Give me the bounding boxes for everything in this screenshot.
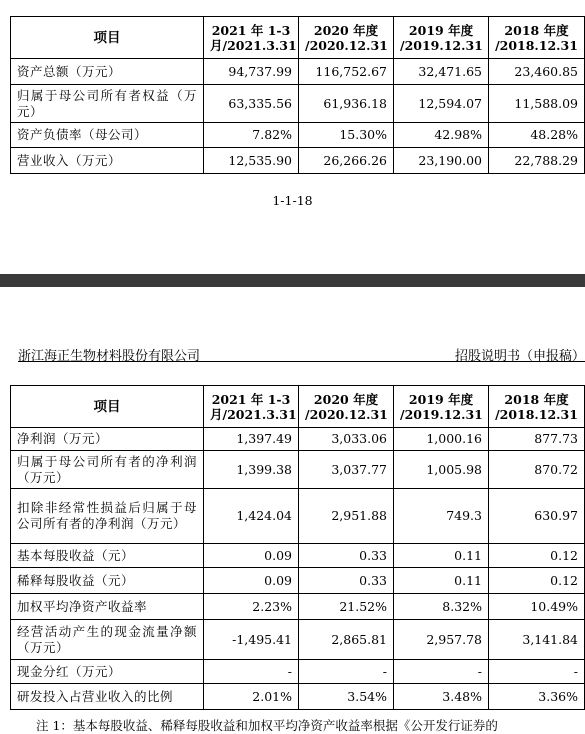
cell-value: 63,335.56: [204, 85, 299, 123]
cell-value: 0.33: [299, 544, 394, 568]
cell-value: 3,141.84: [489, 620, 585, 660]
cell-value: 0.12: [489, 544, 585, 568]
financial-table-bottom: [10, 385, 585, 710]
cell-value: 3.54%: [299, 684, 394, 710]
table-header-row: [11, 17, 585, 59]
cell-value: 2,951.88: [299, 489, 394, 544]
row-label: 归属于母公司所有者的净利润（万元）: [11, 451, 204, 489]
cell-value: 2,957.78: [394, 620, 489, 660]
row-label: 基本每股收益（元）: [11, 544, 204, 568]
row-label: 归属于母公司所有者权益（万元）: [11, 85, 204, 123]
cell-value: 1,005.98: [394, 451, 489, 489]
row-label: 现金分红（万元）: [11, 660, 204, 684]
cell-value: 877.73: [489, 428, 585, 451]
cell-value: 749.3: [394, 489, 489, 544]
cell-value: 2.01%: [204, 684, 299, 710]
table-header-row: [11, 386, 585, 428]
table-row: [11, 489, 585, 544]
cell-value: 1,424.04: [204, 489, 299, 544]
table-row: [11, 85, 585, 123]
cell-value: 32,471.65: [394, 59, 489, 85]
table-row: [11, 544, 585, 568]
cell-value: 7.82%: [204, 123, 299, 148]
cell-value: 10.49%: [489, 594, 585, 620]
header-col-2018: 2018 年度 /2018.12.31: [489, 386, 585, 428]
header-col-2021q1: 2021 年 1-3 月/2021.3.31: [204, 386, 299, 428]
cell-value: 48.28%: [489, 123, 585, 148]
cell-value: -: [204, 660, 299, 684]
row-label: 净利润（万元）: [11, 428, 204, 451]
cell-value: -: [489, 660, 585, 684]
cell-value: 26,266.26: [299, 148, 394, 174]
cell-value: 2,865.81: [299, 620, 394, 660]
cell-value: 1,399.38: [204, 451, 299, 489]
page-number: 1-1-18: [272, 193, 313, 208]
row-label: 营业收入（万元）: [11, 148, 204, 174]
cell-value: 0.11: [394, 544, 489, 568]
cell-value: 1,397.49: [204, 428, 299, 451]
header-col-2020: 2020 年度 /2020.12.31: [299, 17, 394, 59]
cell-value: 23,460.85: [489, 59, 585, 85]
header-rule: [18, 361, 585, 362]
cell-value: 870.72: [489, 451, 585, 489]
cell-value: 3.36%: [489, 684, 585, 710]
header-item: 项目: [11, 386, 204, 428]
table-row: [11, 123, 585, 148]
cell-value: -: [299, 660, 394, 684]
cell-value: -: [394, 660, 489, 684]
cell-value: 21.52%: [299, 594, 394, 620]
row-label: 稀释每股收益（元）: [11, 568, 204, 594]
row-label: 经营活动产生的现金流量净额（万元）: [11, 620, 204, 660]
document-type: 招股说明书（申报稿）: [454, 349, 585, 364]
cell-value: 1,000.16: [394, 428, 489, 451]
cell-value: 94,737.99: [204, 59, 299, 85]
row-label: 研发投入占营业收入的比例: [11, 684, 204, 710]
table-row: [11, 660, 585, 684]
header-col-2019: 2019 年度 /2019.12.31: [394, 386, 489, 428]
cell-value: 22,788.29: [489, 148, 585, 174]
previous-page: [0, 0, 585, 248]
table-row: [11, 684, 585, 710]
header-col-2019: 2019 年度 /2019.12.31: [394, 17, 489, 59]
cell-value: 0.11: [394, 568, 489, 594]
page-divider: [0, 274, 585, 287]
cell-value: 42.98%: [394, 123, 489, 148]
header-item: 项目: [11, 17, 204, 59]
cell-value: 8.32%: [394, 594, 489, 620]
cell-value: 12,594.07: [394, 85, 489, 123]
cell-value: 3.48%: [394, 684, 489, 710]
table-row: [11, 148, 585, 174]
cell-value: 3,033.06: [299, 428, 394, 451]
footnote: 注 1：基本每股收益、稀释每股收益和加权平均净资产收益率根据《公开发行证券的: [36, 718, 498, 733]
cell-value: 61,936.18: [299, 85, 394, 123]
cell-value: 0.12: [489, 568, 585, 594]
row-label: 扣除非经常性损益后归属于母公司所有者的净利润（万元）: [11, 489, 204, 544]
cell-value: 0.09: [204, 568, 299, 594]
cell-value: -1,495.41: [204, 620, 299, 660]
cell-value: 630.97: [489, 489, 585, 544]
cell-value: 23,190.00: [394, 148, 489, 174]
table-row: [11, 428, 585, 451]
company-name: 浙江海正生物材料股份有限公司: [18, 349, 201, 364]
cell-value: 116,752.67: [299, 59, 394, 85]
row-label: 资产总额（万元）: [11, 59, 204, 85]
header-col-2021q1: 2021 年 1-3 月/2021.3.31: [204, 17, 299, 59]
cell-value: 0.33: [299, 568, 394, 594]
header-col-2018: 2018 年度 /2018.12.31: [489, 17, 585, 59]
table-row: [11, 451, 585, 489]
financial-table-top: [10, 16, 585, 174]
table-row: [11, 59, 585, 85]
header-col-2020: 2020 年度 /2020.12.31: [299, 386, 394, 428]
table-row: [11, 594, 585, 620]
cell-value: 2.23%: [204, 594, 299, 620]
table-row: [11, 620, 585, 660]
cell-value: 12,535.90: [204, 148, 299, 174]
row-label: 资产负债率（母公司）: [11, 123, 204, 148]
cell-value: 3,037.77: [299, 451, 394, 489]
cell-value: 15.30%: [299, 123, 394, 148]
cell-value: 0.09: [204, 544, 299, 568]
table-row: [11, 568, 585, 594]
cell-value: 11,588.09: [489, 85, 585, 123]
row-label: 加权平均净资产收益率: [11, 594, 204, 620]
